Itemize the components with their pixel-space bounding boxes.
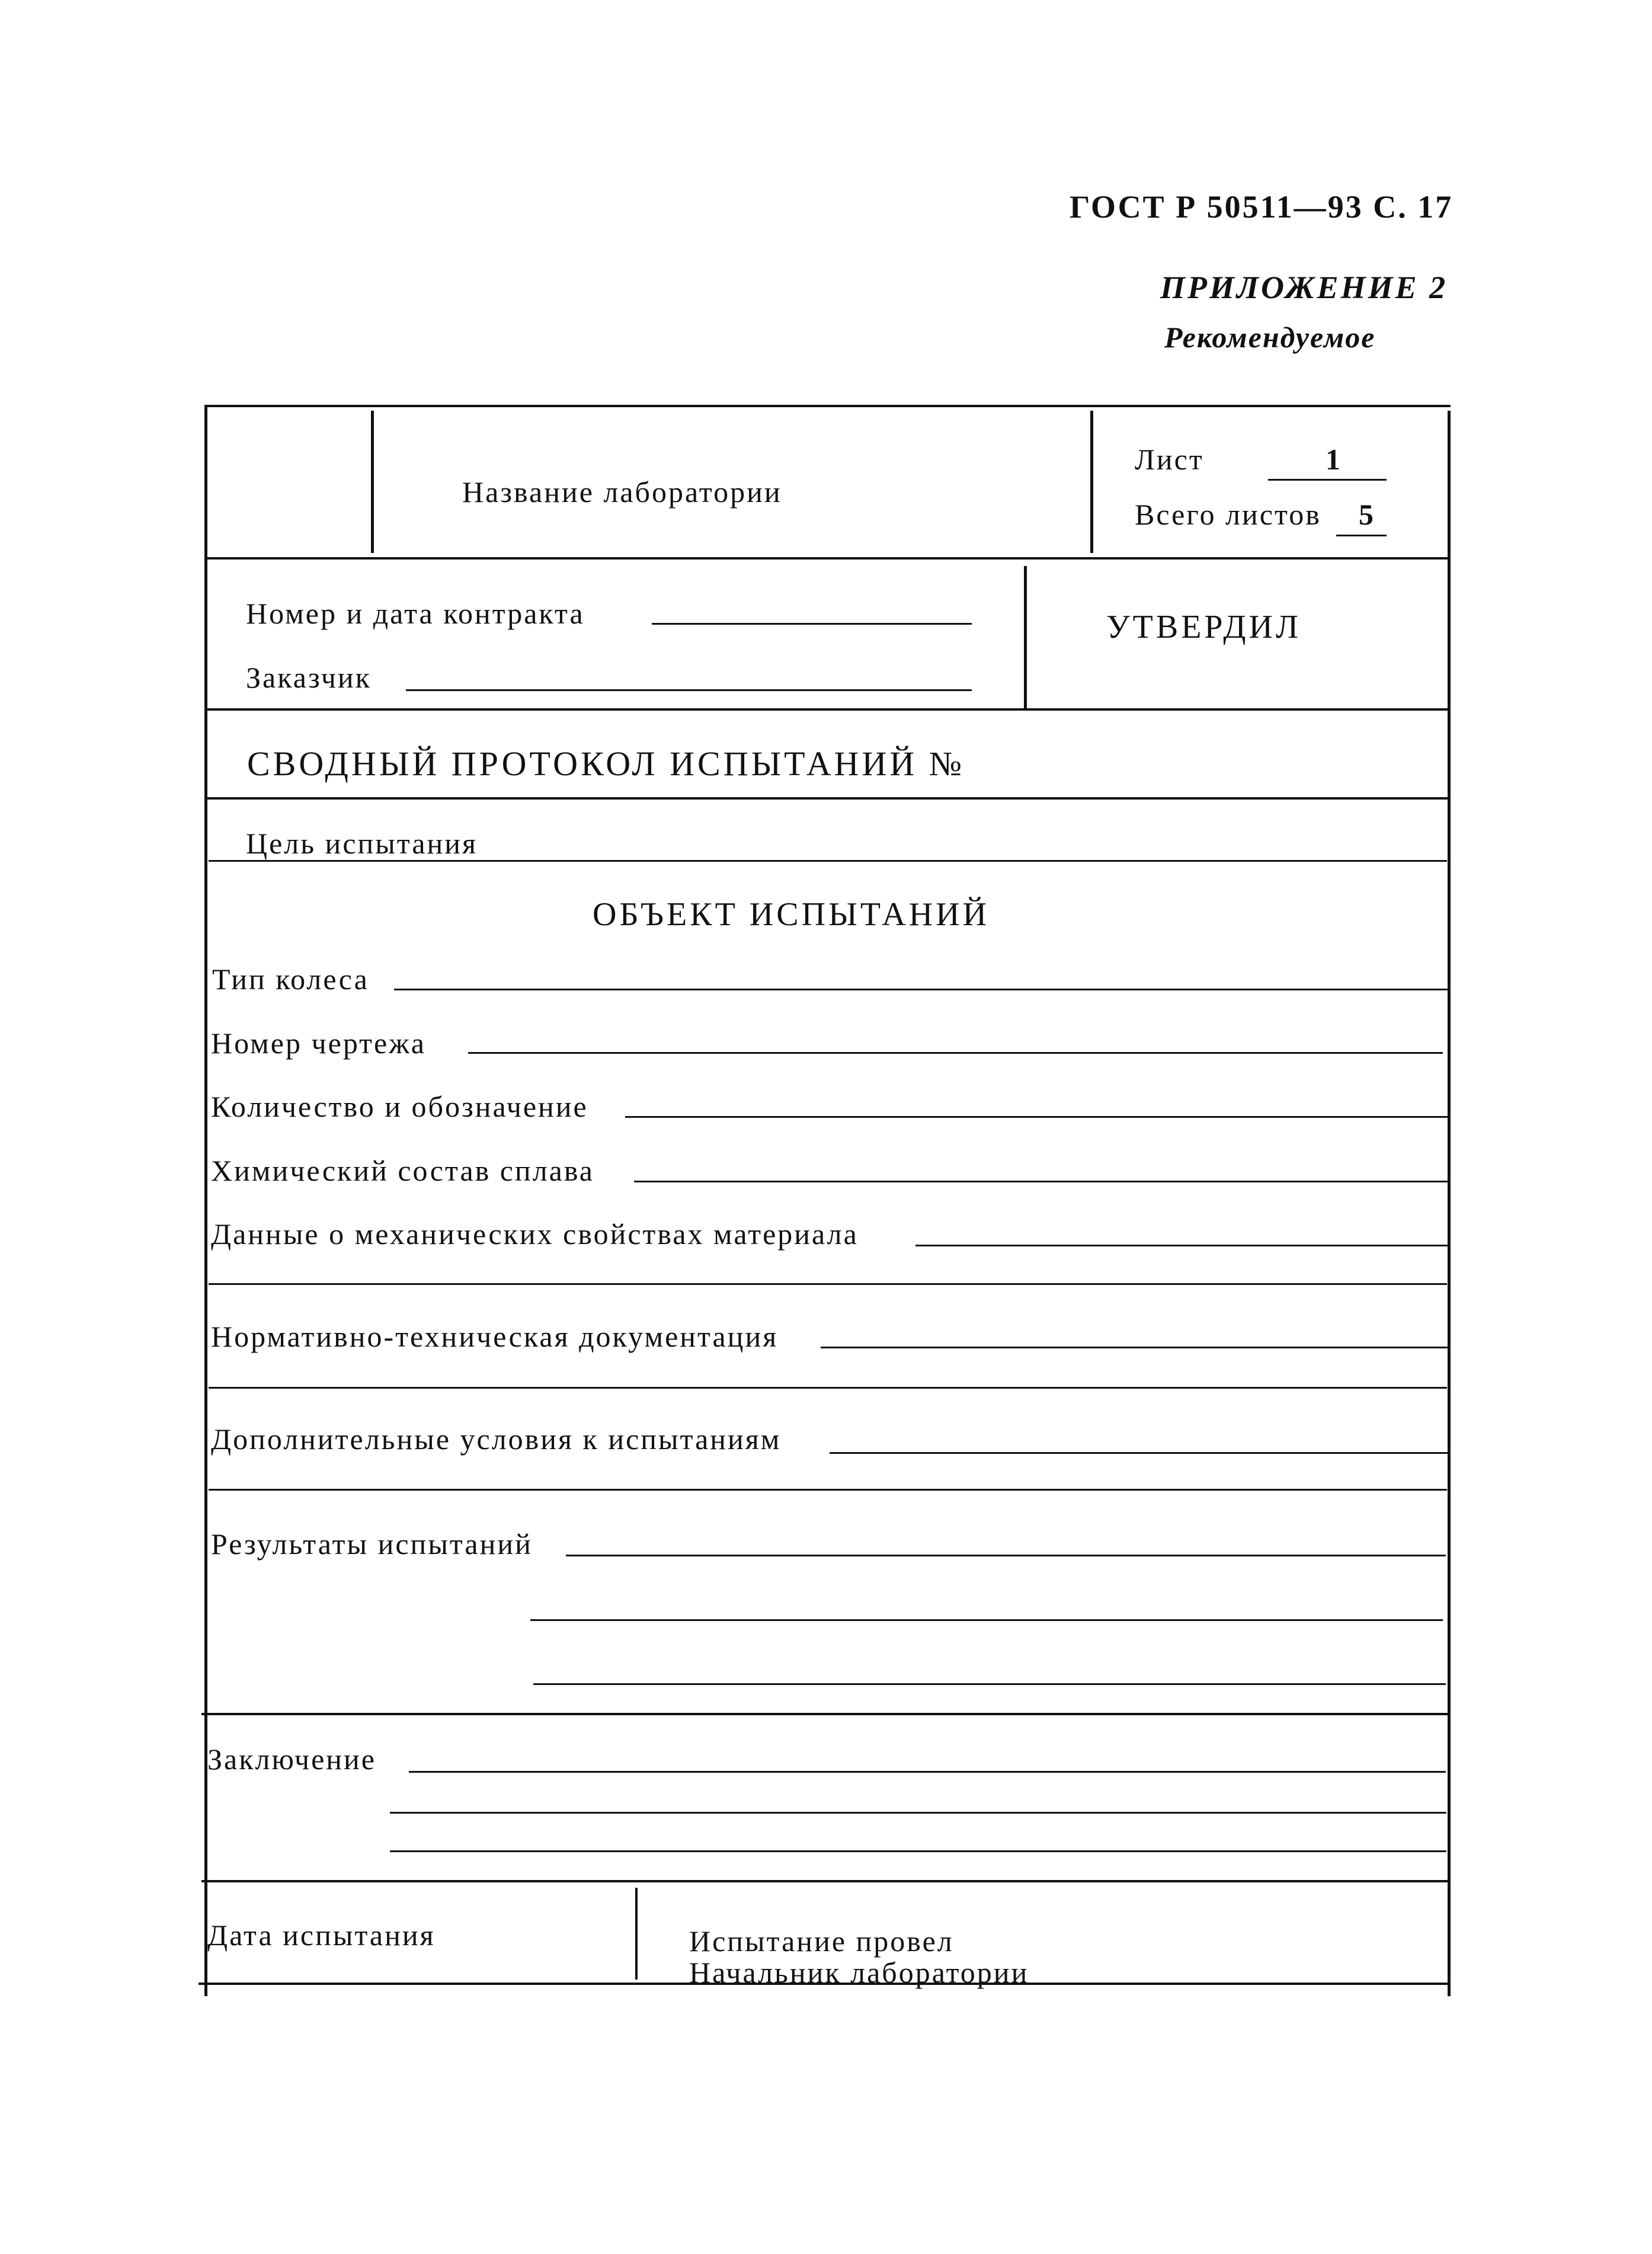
drawing-number-input-line[interactable] xyxy=(468,1052,1443,1054)
total-sheets-number: 5 xyxy=(1359,498,1375,531)
test-date-label: Дата испытания xyxy=(207,1919,436,1952)
approved-label: УТВЕРДИЛ xyxy=(1106,609,1301,645)
row-divider-results xyxy=(201,1713,1449,1715)
customer-label: Заказчик xyxy=(246,661,372,694)
appendix-title: ПРИЛОЖЕНИЕ 2 xyxy=(1160,270,1448,305)
tested-by-label: Испытание провел xyxy=(689,1924,954,1958)
contract-input-line[interactable] xyxy=(652,623,972,625)
normative-label: Нормативно-техническая документация xyxy=(211,1320,779,1353)
mechanical-input-line[interactable] xyxy=(915,1245,1448,1246)
header-divider-right xyxy=(1090,411,1093,553)
mechanical-label: Данные о механических свойствах материала xyxy=(211,1217,859,1251)
contract-label: Номер и дата контракта xyxy=(246,597,585,630)
total-sheets-line xyxy=(1336,535,1387,536)
additional-continuation-line[interactable] xyxy=(209,1489,1447,1491)
additional-label: Дополнительные условия к испытаниям xyxy=(211,1422,782,1456)
form-right-border xyxy=(1448,411,1451,1996)
drawing-number-label: Номер чертежа xyxy=(211,1027,426,1060)
protocol-title: СВОДНЫЙ ПРОТОКОЛ ИСПЫТАНИЙ № xyxy=(247,744,965,783)
results-line-3[interactable] xyxy=(533,1683,1446,1685)
row-divider-1 xyxy=(207,557,1451,559)
row-divider-3 xyxy=(207,797,1451,800)
conclusion-input-line[interactable] xyxy=(409,1771,1446,1773)
wheel-type-input-line[interactable] xyxy=(394,989,1451,990)
conclusion-line-2[interactable] xyxy=(390,1812,1446,1814)
quantity-label: Количество и обозначение xyxy=(211,1090,588,1123)
total-sheets-label: Всего листов xyxy=(1135,498,1321,531)
appendix-status: Рекомендуемое xyxy=(1164,321,1376,354)
document-reference: ГОСТ Р 50511—93 С. 17 xyxy=(1070,189,1453,225)
results-input-line[interactable] xyxy=(566,1555,1446,1556)
mechanical-continuation-line[interactable] xyxy=(209,1283,1447,1285)
sheet-number: 1 xyxy=(1326,443,1342,476)
quantity-input-line[interactable] xyxy=(625,1116,1449,1118)
normative-input-line[interactable] xyxy=(821,1347,1448,1348)
customer-input-line[interactable] xyxy=(406,689,972,691)
bottom-divider xyxy=(635,1888,638,1980)
object-title: ОБЪЕКТ ИСПЫТАНИЙ xyxy=(593,896,990,933)
header-divider-left xyxy=(371,411,374,553)
row-divider-2 xyxy=(207,708,1451,711)
chemical-label: Химический состав сплава xyxy=(211,1154,594,1187)
results-line-2[interactable] xyxy=(530,1619,1443,1621)
wheel-type-label: Тип колеса xyxy=(212,963,369,996)
lab-name-label: Название лаборатории xyxy=(462,475,782,509)
conclusion-label: Заключение xyxy=(207,1743,376,1776)
chemical-input-line[interactable] xyxy=(634,1181,1449,1182)
conclusion-line-3[interactable] xyxy=(390,1850,1446,1852)
sheet-label: Лист xyxy=(1135,443,1204,476)
sheet-number-line xyxy=(1268,479,1387,481)
purpose-label: Цель испытания xyxy=(246,827,478,860)
purpose-input-line[interactable] xyxy=(209,860,1447,862)
additional-input-line[interactable] xyxy=(830,1452,1449,1454)
normative-continuation-line[interactable] xyxy=(209,1387,1447,1389)
form-top-border xyxy=(206,405,1451,407)
lab-head-label: Начальник лаборатории xyxy=(689,1956,1029,1989)
contract-divider xyxy=(1024,566,1027,708)
row-divider-conclusion xyxy=(201,1880,1449,1882)
results-label: Результаты испытаний xyxy=(211,1527,533,1561)
